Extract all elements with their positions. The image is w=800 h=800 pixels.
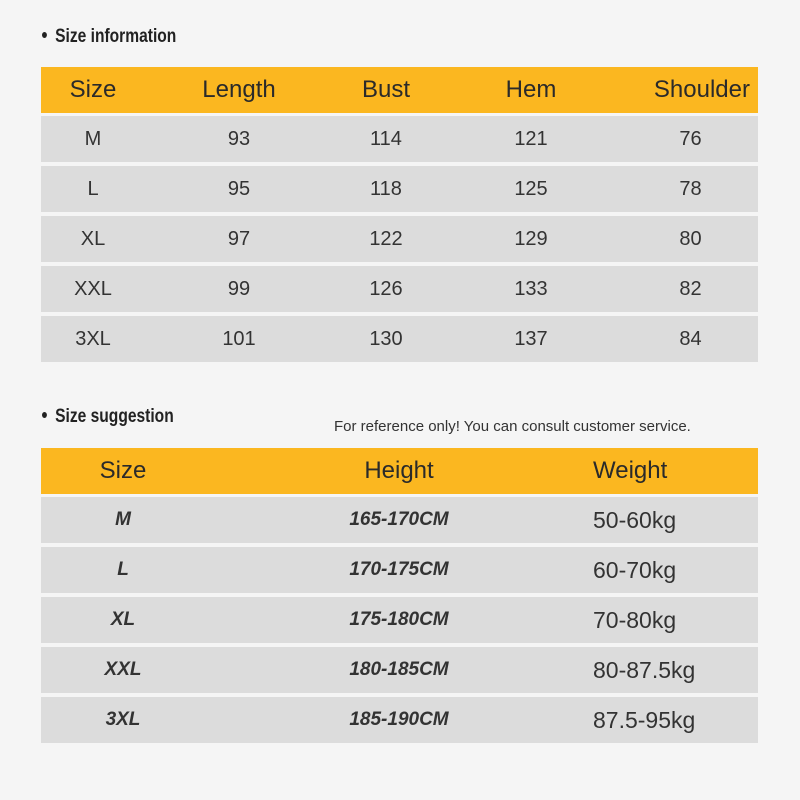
- cell-shoulder: 80: [679, 227, 702, 250]
- cell-length: 101: [222, 327, 256, 350]
- header-size: Size: [69, 76, 117, 103]
- table-row: [41, 116, 758, 162]
- cell-shoulder: 84: [679, 327, 702, 350]
- cell-height: 185-190CM: [349, 709, 449, 730]
- cell-size: M: [115, 509, 131, 530]
- reference-note: For reference only! You can consult customer service.: [334, 418, 691, 435]
- cell-size: 3XL: [105, 709, 141, 730]
- size-information-title: [42, 26, 176, 48]
- cell-weight: 60-70kg: [593, 556, 677, 583]
- cell-weight: 87.5-95kg: [593, 706, 696, 733]
- header-hem: Hem: [505, 76, 557, 103]
- cell-weight: 50-60kg: [593, 506, 677, 533]
- header-size: Size: [99, 457, 147, 484]
- cell-height: 175-180CM: [349, 609, 449, 630]
- cell-hem: 129: [514, 227, 548, 250]
- cell-size: XL: [110, 609, 136, 630]
- cell-hem: 125: [514, 177, 548, 200]
- header-length: Length: [202, 76, 276, 103]
- table-row: [41, 547, 758, 593]
- size-information-table: [41, 67, 758, 366]
- cell-length: 93: [227, 127, 251, 150]
- cell-bust: 122: [369, 227, 403, 250]
- bullet-icon: [42, 32, 47, 38]
- cell-size: XXL: [74, 277, 112, 300]
- table-header-row: [41, 67, 758, 113]
- cell-length: 95: [227, 177, 251, 200]
- cell-size: L: [117, 559, 129, 580]
- cell-bust: 118: [370, 177, 402, 200]
- cell-size: 3XL: [75, 327, 111, 350]
- header-weight: Weight: [593, 457, 668, 484]
- cell-size: XXL: [104, 659, 142, 680]
- table-row: [41, 497, 758, 543]
- header-bust: Bust: [361, 76, 411, 103]
- table-row: [41, 316, 758, 362]
- cell-shoulder: 82: [679, 277, 702, 300]
- table-row: [41, 647, 758, 693]
- cell-hem: 137: [514, 327, 548, 350]
- table-row: [41, 697, 758, 743]
- table-row: [41, 216, 758, 262]
- cell-length: 97: [227, 227, 251, 250]
- cell-shoulder: 76: [679, 127, 702, 150]
- cell-size: XL: [80, 227, 106, 250]
- cell-height: 165-170CM: [349, 509, 449, 530]
- cell-bust: 114: [370, 127, 402, 150]
- table-row: [41, 597, 758, 643]
- cell-height: 180-185CM: [349, 659, 449, 680]
- cell-hem: 133: [514, 277, 548, 300]
- cell-hem: 121: [514, 127, 548, 150]
- bullet-icon: [42, 412, 47, 418]
- table-header-row: [41, 448, 758, 494]
- table-row: [41, 166, 758, 212]
- cell-length: 99: [227, 277, 251, 300]
- cell-bust: 126: [369, 277, 403, 300]
- size-suggestion-title-text: Size suggestion: [55, 406, 174, 427]
- cell-weight: 80-87.5kg: [593, 656, 696, 683]
- cell-shoulder: 78: [679, 177, 702, 200]
- table-row: [41, 266, 758, 312]
- header-height: Height: [364, 457, 434, 484]
- size-suggestion-table: [41, 448, 758, 747]
- cell-size: M: [84, 127, 102, 150]
- cell-weight: 70-80kg: [593, 606, 677, 633]
- cell-height: 170-175CM: [349, 559, 449, 580]
- size-information-title-text: Size information: [55, 26, 177, 47]
- header-shoulder: Shoulder: [653, 76, 750, 103]
- cell-bust: 130: [369, 327, 403, 350]
- size-suggestion-title: [42, 406, 174, 428]
- cell-size: L: [87, 177, 99, 200]
